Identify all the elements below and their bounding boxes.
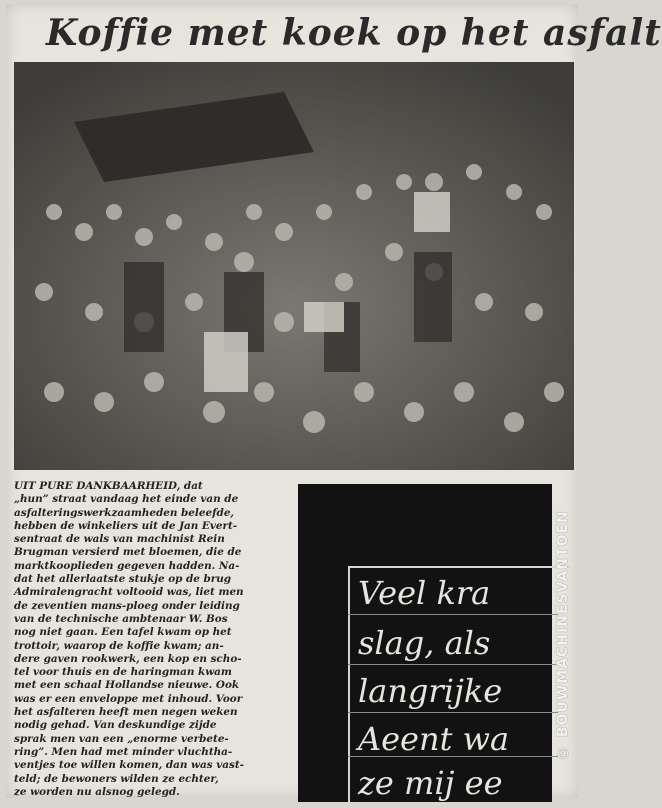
article-line: dat het allerlaatste stukje op de brug: [14, 573, 232, 586]
article-body: [14, 480, 292, 796]
article-line: Brugman versierd met bloemen, die de: [14, 546, 242, 559]
article-line: van de technische ambtenaar W. Bos: [14, 612, 228, 625]
article-line: het asfalteren heeft men negen weken: [14, 706, 238, 719]
article-line: nog niet gaan. Een tafel kwam op het: [14, 626, 232, 639]
article-line: asfalteringswerkzaamheden beleefde,: [14, 506, 235, 519]
chalk-rule: [348, 614, 558, 615]
chalk-text-line: ze mij ee: [358, 764, 503, 802]
article-line: sentraat de wals van machinist Rein: [14, 533, 225, 546]
article-line: marktkooplieden gegeven hadden. Na-: [14, 559, 240, 572]
article-line: sprak men van een „enorme verbete-: [14, 732, 229, 745]
article-line: ze worden nu alsnog gelegd.: [14, 785, 180, 798]
article-line: UIT PURE DANKBAARHEID, dat: [14, 480, 203, 492]
chalkboard-photo: [298, 484, 552, 802]
chalk-text-line: langrijke: [358, 672, 503, 710]
article-line: ventjes toe willen komen, dan was vast-: [14, 759, 244, 772]
article-line: de zeventien mans-ploeg onder leiding: [14, 599, 240, 612]
article-line: met een schaal Hollandse nieuwe. Ook: [14, 679, 240, 692]
chalk-text-line: Veel kra: [358, 574, 491, 612]
article-line: dere gaven rookwerk, een kop en scho-: [14, 652, 242, 665]
chalk-text-line: slag, als: [358, 624, 491, 662]
article-line: trottoir, waarop de koffie kwam; an-: [14, 639, 224, 652]
article-line: was er een enveloppe met inhoud. Voor: [14, 692, 243, 705]
article-line: teld; de bewoners wilden ze echter,: [14, 772, 219, 785]
article-line: „hun” straat vandaag het einde van de: [14, 493, 239, 506]
article-line: ring”. Men had met minder vluchtha-: [14, 745, 233, 758]
chalk-rule: [348, 664, 558, 665]
chalk-rule: [348, 712, 558, 713]
copyright-watermark: © BOUWMACHINESVANTOEN: [555, 510, 571, 760]
article-line: nodig gehad. Van deskundige zijde: [14, 719, 217, 732]
article-line: hebben de winkeliers uit de Jan Evert-: [14, 519, 238, 532]
article-line: Admiralengracht voltooid was, liet men: [14, 586, 244, 599]
chalk-text-line: Aeent wa: [358, 720, 510, 758]
crowd-photo: [14, 62, 574, 470]
headline: Koffie met koek op het asfalt: [46, 12, 662, 54]
article-line: tel voor thuis en de haringman kwam: [14, 666, 232, 679]
